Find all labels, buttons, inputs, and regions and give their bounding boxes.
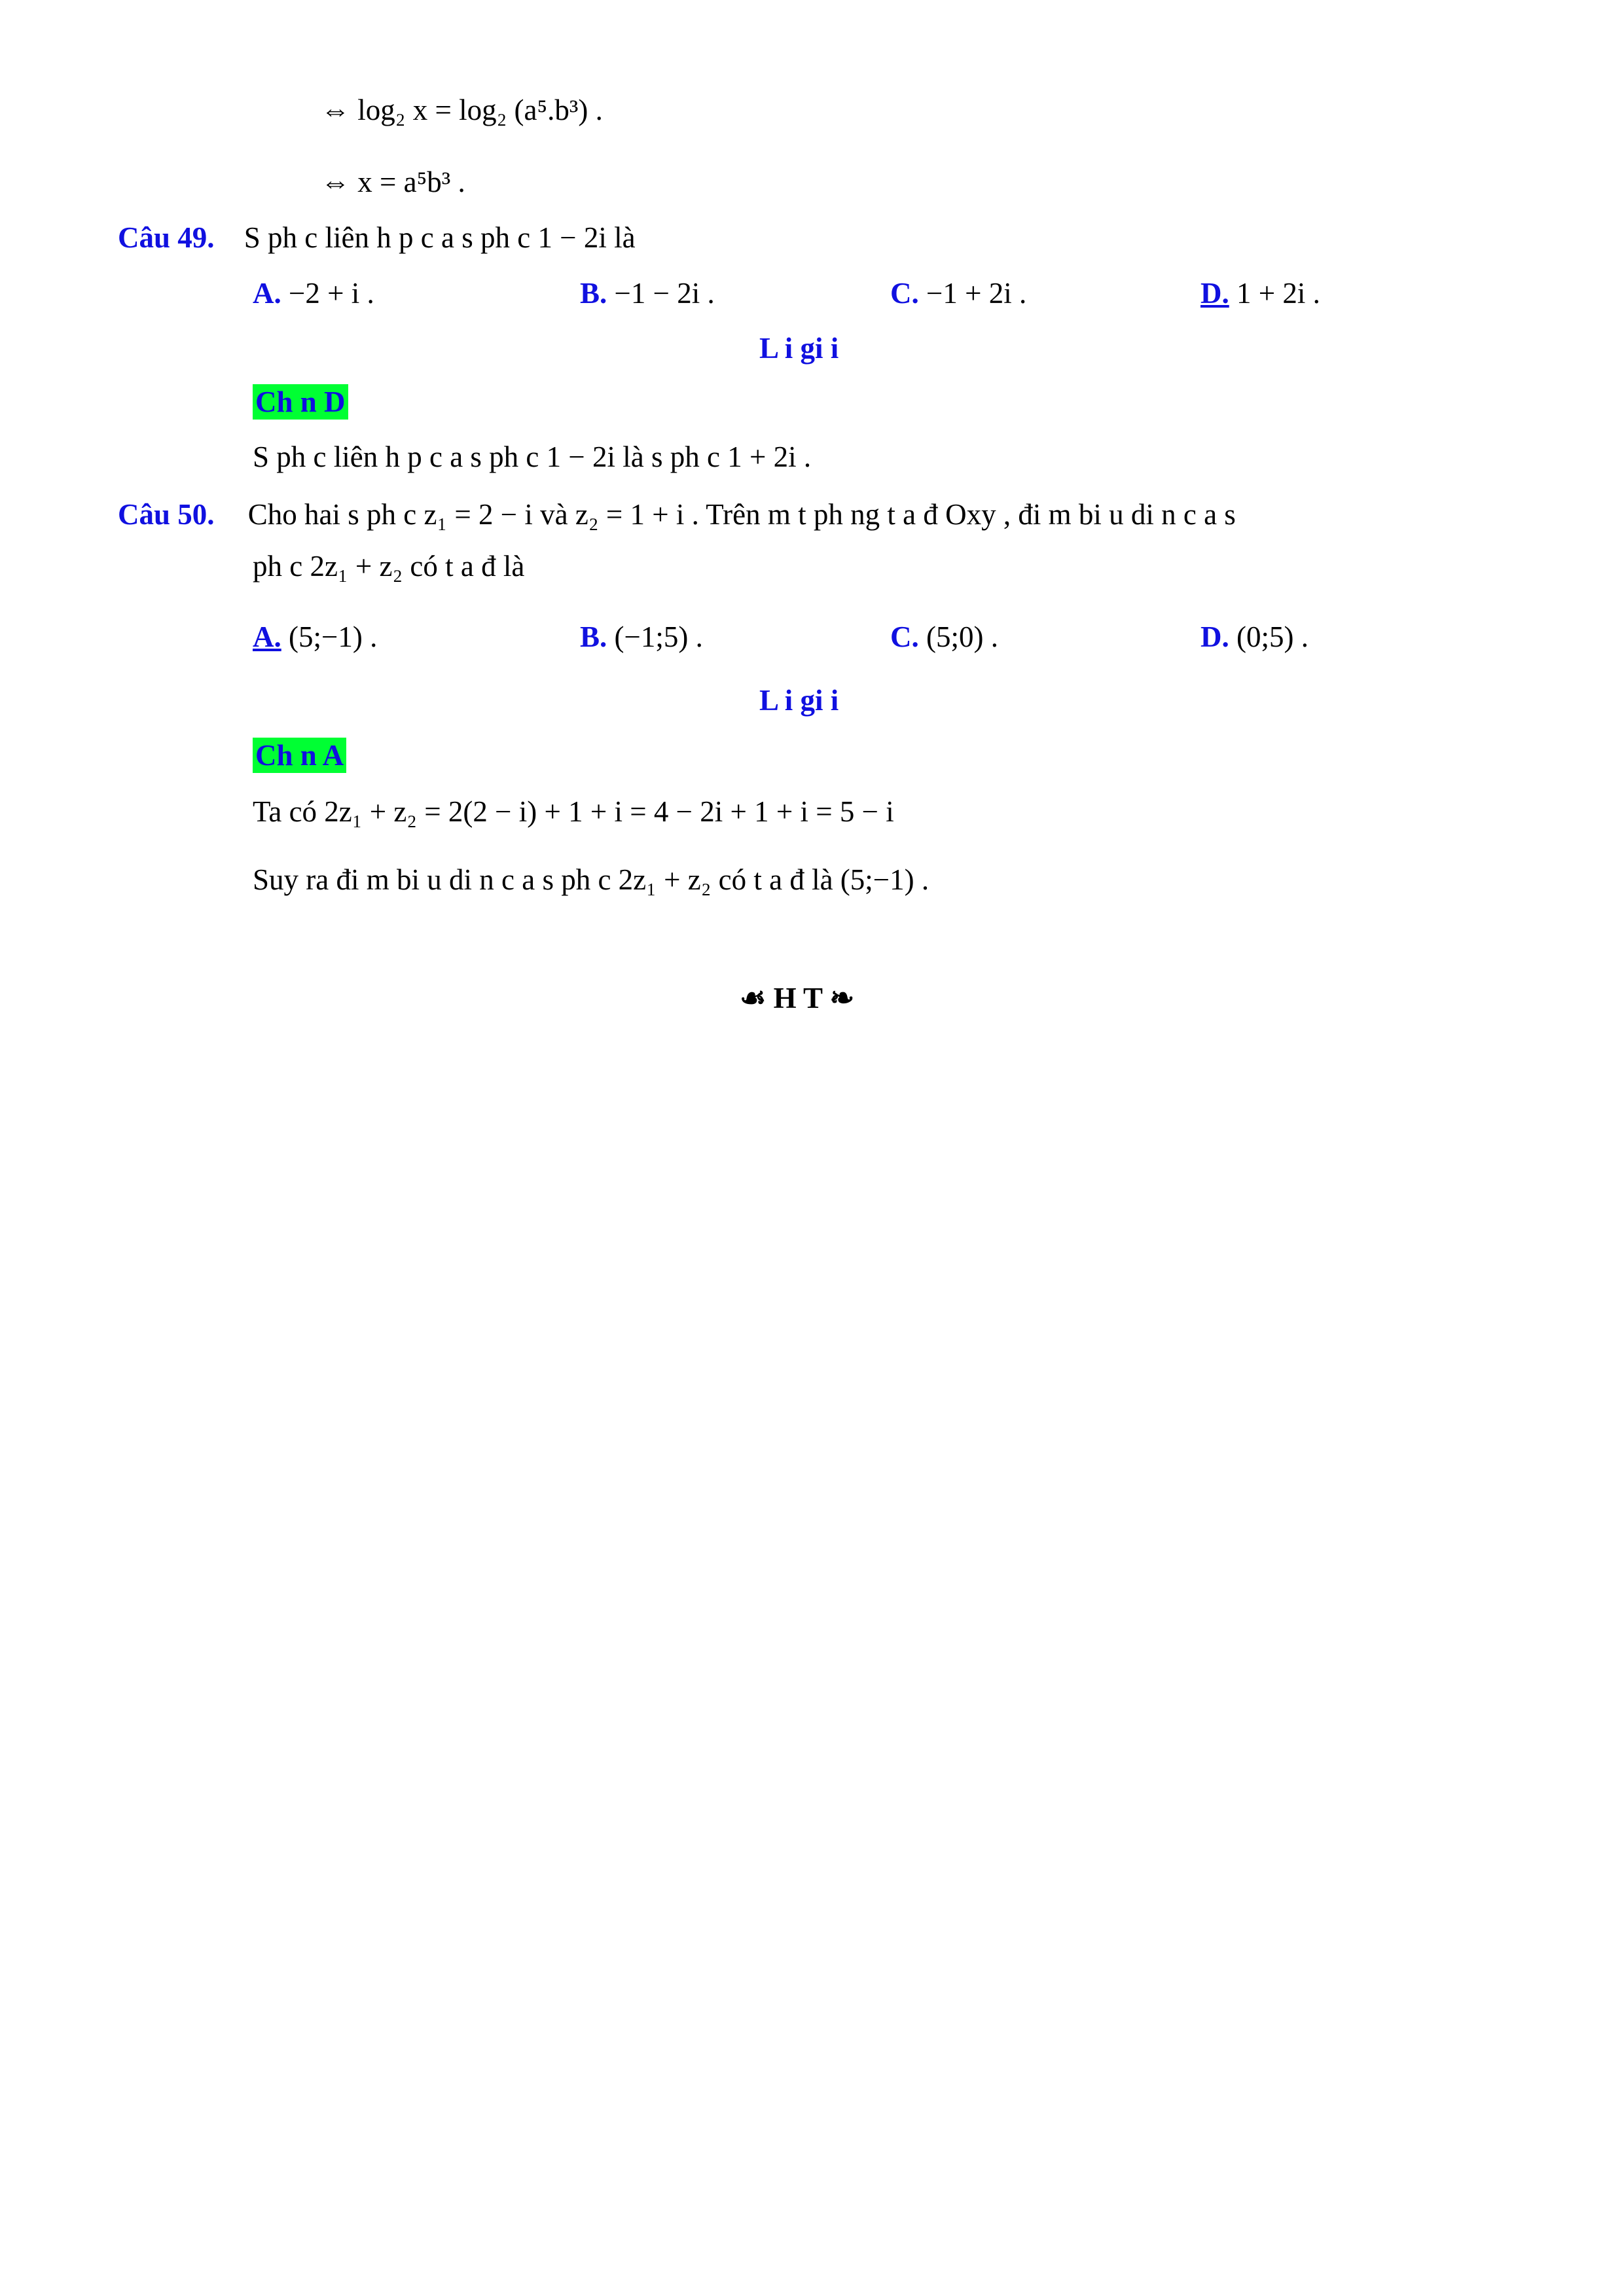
question-49-stem: S ph c liên h p c a s ph c 1 − 2i là <box>244 221 636 254</box>
q50-solution-heading: L i gi i <box>759 684 839 717</box>
q50-option-c-letter: C. <box>890 620 919 653</box>
prev-solution-line-2: ⇔ x = a⁵b³ . <box>321 166 465 198</box>
q50-explanation-line-1: Ta có 2z₁ + z₂ = 2(2 − i) + 1 + i = 4 − 2i + 1 + i = 5 − i <box>253 795 894 828</box>
question-50-stem-line-1: Cho hai s ph c z₁ = 2 − i và z₂ = 1 + i . Trên m t ph ng t a đ Oxy , đi m bi u di n c a s <box>247 498 1236 531</box>
question-50-label: Câu 50. <box>118 498 215 531</box>
q50-option-c-text: (5;0) . <box>926 620 998 653</box>
q49-option-c-text: −1 + 2i . <box>926 277 1027 310</box>
q49-option-c <box>890 274 1026 313</box>
prev-solution-line-1: ⇔ log₂ x = log₂ (a⁵.b³) . <box>321 94 603 126</box>
q50-option-d <box>1200 617 1308 656</box>
q49-option-a-text: −2 + i . <box>289 277 374 310</box>
q50-option-c <box>890 617 998 656</box>
question-49 <box>118 218 636 257</box>
q50-option-b <box>580 617 703 656</box>
q50-option-a-text: (5;−1) . <box>289 620 378 653</box>
q49-solution-heading: L i gi i <box>759 332 839 365</box>
q50-option-b-letter: B. <box>580 620 607 653</box>
end-mark: ☙ H T ❧ <box>740 982 855 1014</box>
q49-option-b-letter: B. <box>580 277 607 310</box>
q49-choice-wrap <box>253 382 348 422</box>
q50-option-d-text: (0;5) . <box>1236 620 1308 653</box>
q50-option-d-letter: D. <box>1200 620 1229 653</box>
q49-explanation: S ph c liên h p c a s ph c 1 − 2i là s ph c 1 + 2i . <box>253 440 812 473</box>
q50-choice-badge: Ch n A <box>253 738 346 773</box>
q49-choice-badge: Ch n D <box>253 384 348 420</box>
question-50-stem-line-2: ph c 2z₁ + z₂ có t a đ là <box>253 550 525 583</box>
q49-option-d <box>1200 274 1320 313</box>
q50-option-b-text: (−1;5) . <box>614 620 703 653</box>
q49-option-d-letter: D. <box>1200 277 1229 310</box>
q50-explanation-line-2: Suy ra đi m bi u di n c a s ph c 2z₁ + z₂ có t a đ là (5;−1) . <box>253 863 929 896</box>
q49-option-a <box>253 274 374 313</box>
q50-choice-wrap <box>253 736 346 775</box>
q50-option-a-letter: A. <box>253 620 281 653</box>
q50-option-a <box>253 617 377 656</box>
q49-option-b-text: −1 − 2i . <box>614 277 715 310</box>
q49-option-b <box>580 274 715 313</box>
q49-option-a-letter: A. <box>253 277 281 310</box>
q49-option-d-text: 1 + 2i . <box>1236 277 1320 310</box>
q49-option-c-letter: C. <box>890 277 919 310</box>
question-50 <box>118 495 1236 534</box>
question-49-label: Câu 49. <box>118 221 215 254</box>
